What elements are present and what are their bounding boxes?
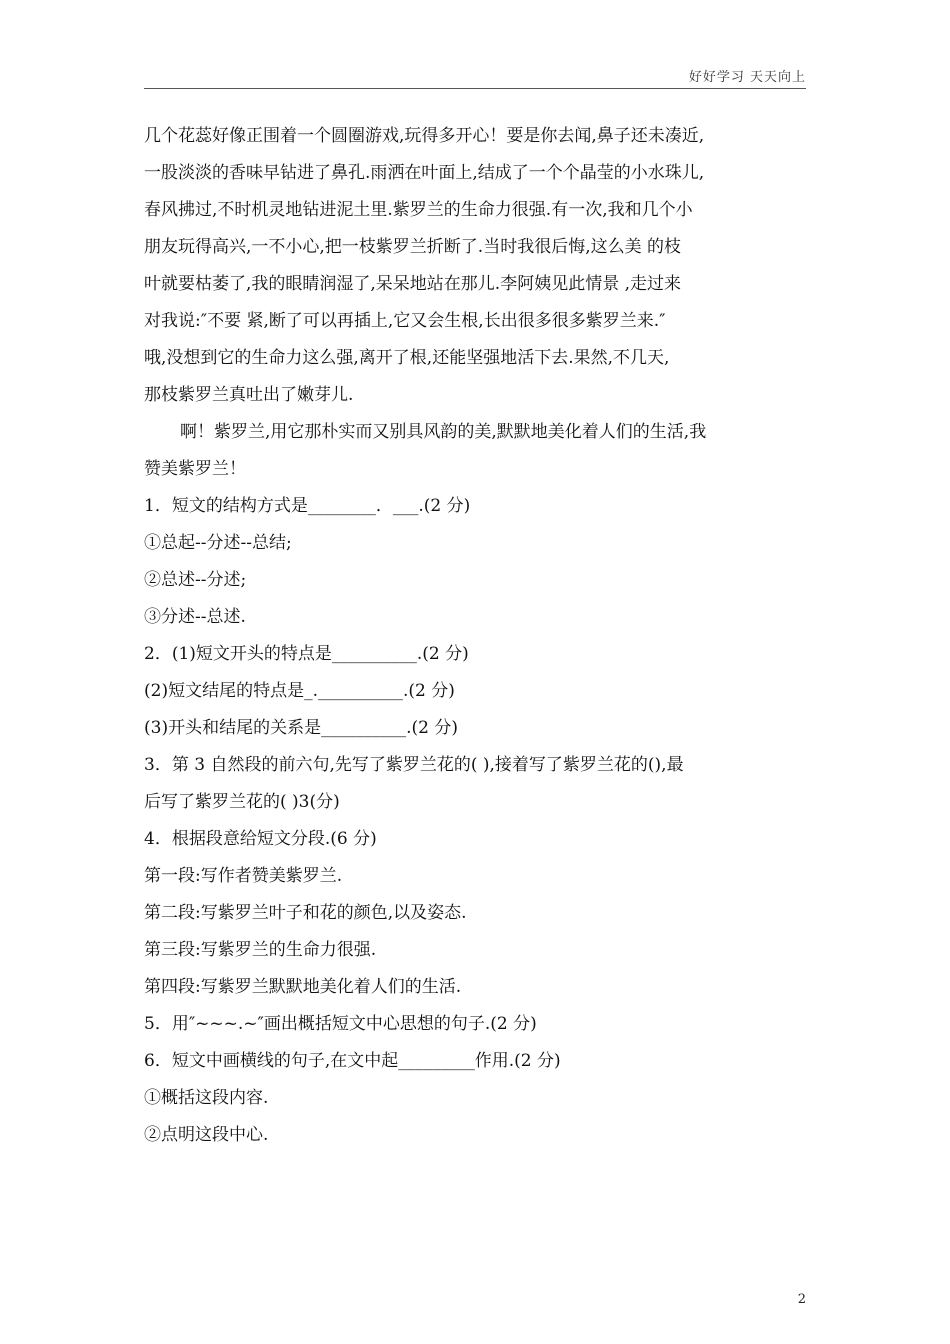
passage-line: 几个花蕊好像正围着一个圆圈游戏,玩得多开心！要是你去闻,鼻子还未凑近, [144,126,705,146]
question-option: 第二段:写紫罗兰叶子和花的颜色,以及姿态. [144,903,467,923]
question-line: 1．短文的结构方式是________．___.(2 分) [144,496,471,516]
question-option: 第四段:写紫罗兰默默地美化着人们的生活. [144,977,462,997]
question-line: 4．根据段意给短文分段.(6 分) [144,829,377,849]
question-line: 后写了紫罗兰花的( )3(分) [144,792,340,812]
passage-line: 哦,没想到它的生命力这么强,离开了根,还能坚强地活下去.果然,不几天, [144,348,670,368]
question-option: ①总起--分述--总结; [144,533,292,553]
page-number: 2 [797,1292,806,1307]
question-option: ②点明这段中心. [144,1125,269,1145]
question-line: 6．短文中画横线的句子,在文中起_________作用.(2 分) [144,1051,561,1071]
document-body [144,118,814,1154]
passage-line: 赞美紫罗兰！ [144,459,246,479]
passage-line: 叶就要枯萎了,我的眼睛润湿了,呆呆地站在那儿.李阿姨见此情景 ,走过来 [144,274,682,294]
passage-line: 一股淡淡的香味早钻进了鼻孔.雨洒在叶面上,结成了一个个晶莹的小水珠儿, [144,163,705,183]
question-line: 3．第 3 自然段的前六句,先写了紫罗兰花的( ),接着写了紫罗兰花的(),最 [144,755,684,775]
question-line: (2)短文结尾的特点是_.__________.(2 分) [144,681,455,701]
question-option: ③分述--总述. [144,607,246,627]
question-line: (3)开头和结尾的关系是__________.(2 分) [144,718,458,738]
question-line: 5．用″~~~.~″画出概括短文中心思想的句子.(2 分) [144,1014,537,1034]
question-option: 第一段:写作者赞美紫罗兰. [144,866,343,886]
question-option: ①概括这段内容. [144,1088,269,1108]
question-option: ②总述--分述; [144,570,247,590]
passage-line: 朋友玩得高兴,一不小心,把一枝紫罗兰折断了.当时我很后悔,这么美 的枝 [144,237,682,257]
header-divider [144,88,806,89]
page-header: 好好学习 天天向上 [688,70,806,85]
passage-line: 啊！紫罗兰,用它那朴实而又别具风韵的美,默默地美化着人们的生活,我 [180,422,707,442]
passage-line: 春风拂过,不时机灵地钻进泥土里.紫罗兰的生命力很强.有一次,我和几个小 [144,200,693,220]
question-line: 2．(1)短文开头的特点是__________.(2 分) [144,644,469,664]
passage-line: 对我说:″不要 紧,断了可以再插上,它又会生根,长出很多很多紫罗兰来.″ [144,311,666,331]
question-option: 第三段:写紫罗兰的生命力很强. [144,940,377,960]
passage-line: 那枝紫罗兰真吐出了嫩芽儿. [144,385,354,405]
